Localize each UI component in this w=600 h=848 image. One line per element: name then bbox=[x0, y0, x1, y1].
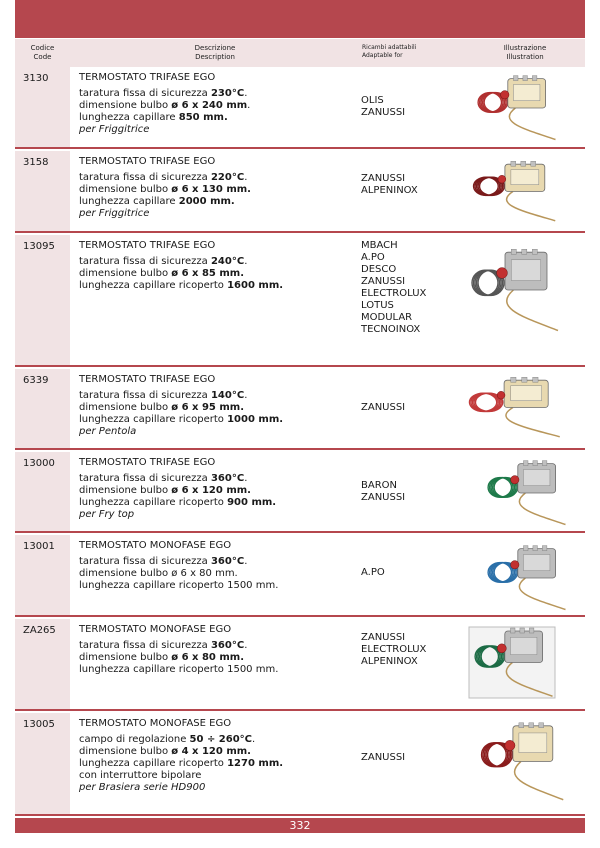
spec-value: 1600 mm. bbox=[227, 280, 284, 291]
thermostat-image bbox=[460, 375, 565, 440]
product-description bbox=[79, 72, 364, 136]
spec-line: dimensione bulbo ø 6 x 80 mm. bbox=[79, 568, 238, 579]
product-usage: per Friggitrice bbox=[79, 124, 150, 135]
product-code: 3158 bbox=[23, 157, 49, 168]
adaptable-brands bbox=[361, 632, 471, 668]
spec-line: dimensione bulbo ø 6 x 95 mm. bbox=[79, 402, 245, 413]
brand-item: BARON bbox=[361, 480, 398, 491]
product-usage: per Pentola bbox=[79, 426, 137, 437]
thermostat-image bbox=[465, 159, 560, 224]
brand-item: OLIS bbox=[361, 95, 384, 106]
spec-value: 240°C bbox=[210, 256, 245, 267]
thermostat-image bbox=[480, 543, 570, 613]
adaptable-brands bbox=[361, 402, 471, 414]
page-number: 332 bbox=[15, 818, 585, 833]
adaptable-brands bbox=[361, 95, 471, 119]
brand-item: MBACH bbox=[361, 240, 398, 251]
spec-value: 220°C bbox=[210, 172, 245, 183]
spec-line: taratura fissa di sicurezza 240°C. bbox=[79, 256, 248, 267]
spec-value: 360°C bbox=[210, 556, 245, 567]
spec-line: lunghezza capillare ricoperto 1000 mm. bbox=[79, 414, 284, 425]
brand-item: ZANUSSI bbox=[361, 402, 406, 413]
thermostat-image bbox=[473, 719, 568, 804]
thermostat-image bbox=[470, 73, 560, 143]
spec-line: lunghezza capillare ricoperto 1500 mm. bbox=[79, 580, 279, 591]
product-description bbox=[79, 540, 364, 592]
table-row bbox=[15, 713, 585, 816]
product-title: TERMOSTATO MONOFASE EGO bbox=[79, 624, 232, 635]
product-description bbox=[79, 240, 364, 292]
product-title: TERMOSTATO MONOFASE EGO bbox=[79, 540, 232, 551]
product-code: 13001 bbox=[23, 541, 55, 552]
spec-value: 230°C bbox=[210, 88, 245, 99]
code-cell bbox=[15, 67, 70, 147]
spec-value: ø 6 x 130 mm. bbox=[171, 184, 251, 195]
spec-line: lunghezza capillare ricoperto 1270 mm. bbox=[79, 758, 284, 769]
header-code: Codice Code bbox=[30, 44, 55, 61]
spec-line: lunghezza capillare ricoperto 1600 mm. bbox=[79, 280, 284, 291]
spec-line: lunghezza capillare ricoperto 1500 mm. bbox=[79, 664, 279, 675]
spec-line: campo di regolazione 50 ÷ 260°C. bbox=[79, 734, 256, 745]
spec-value: 140°C bbox=[210, 390, 245, 401]
adaptable-brands bbox=[361, 752, 471, 764]
product-description bbox=[79, 718, 364, 794]
product-title: TERMOSTATO TRIFASE EGO bbox=[79, 457, 216, 468]
brand-item: LOTUS bbox=[361, 300, 394, 311]
spec-line: taratura fissa di sicurezza 140°C. bbox=[79, 390, 248, 401]
table-row bbox=[15, 235, 585, 367]
spec-line: lunghezza capillare 850 mm. bbox=[79, 112, 228, 123]
spec-line: dimensione bulbo ø 6 x 120 mm. bbox=[79, 485, 251, 496]
brand-item: A.PO bbox=[361, 252, 385, 263]
spec-line: lunghezza capillare 2000 mm. bbox=[79, 196, 235, 207]
spec-value: ø 6 x 240 mm bbox=[171, 100, 248, 111]
product-description bbox=[79, 374, 364, 438]
brand-item: ZANUSSI bbox=[361, 173, 406, 184]
thermostat-image bbox=[480, 458, 570, 528]
spec-line: dimensione bulbo ø 6 x 85 mm. bbox=[79, 268, 245, 279]
product-title: TERMOSTATO TRIFASE EGO bbox=[79, 374, 216, 385]
table-row bbox=[15, 619, 585, 711]
table-row bbox=[15, 535, 585, 617]
brand-item: A.PO bbox=[361, 567, 385, 578]
spec-value: 1270 mm. bbox=[227, 758, 284, 769]
product-code: 3130 bbox=[23, 73, 49, 84]
code-cell bbox=[15, 713, 70, 814]
spec-line: con interruttore bipolare bbox=[79, 770, 202, 781]
product-title: TERMOSTATO TRIFASE EGO bbox=[79, 72, 216, 83]
spec-line: taratura fissa di sicurezza 230°C. bbox=[79, 88, 248, 99]
product-code: 13005 bbox=[23, 719, 55, 730]
product-usage: per Brasiera serie HD900 bbox=[79, 782, 206, 793]
brand-item: ALPENINOX bbox=[361, 656, 418, 667]
spec-line: dimensione bulbo ø 6 x 130 mm. bbox=[79, 184, 251, 195]
brand-item: ZANUSSI bbox=[361, 492, 406, 503]
brand-item: DESCO bbox=[361, 264, 397, 275]
spec-value: ø 6 x 95 mm. bbox=[171, 402, 245, 413]
spec-value: 900 mm. bbox=[227, 497, 277, 508]
spec-line: dimensione bulbo ø 6 x 80 mm. bbox=[79, 652, 245, 663]
spec-value: ø 6 x 85 mm. bbox=[171, 268, 245, 279]
spec-line: taratura fissa di sicurezza 360°C. bbox=[79, 640, 248, 651]
spec-value: 2000 mm. bbox=[178, 196, 235, 207]
table-row bbox=[15, 151, 585, 233]
table-row bbox=[15, 67, 585, 149]
thermostat-image bbox=[467, 625, 557, 700]
table-row bbox=[15, 369, 585, 450]
code-cell bbox=[15, 151, 70, 231]
code-cell bbox=[15, 452, 70, 531]
adaptable-brands bbox=[361, 567, 471, 579]
brand-item: ELECTROLUX bbox=[361, 288, 427, 299]
spec-line: taratura fissa di sicurezza 220°C. bbox=[79, 172, 248, 183]
brand-item: ZANUSSI bbox=[361, 752, 406, 763]
product-description bbox=[79, 624, 364, 676]
spec-line: taratura fissa di sicurezza 360°C. bbox=[79, 473, 248, 484]
adaptable-brands bbox=[361, 173, 471, 197]
spec-value: ø 6 x 80 mm. bbox=[171, 652, 245, 663]
adaptable-brands bbox=[361, 240, 471, 336]
spec-value: ø 6 x 120 mm. bbox=[171, 485, 251, 496]
brand-item: MODULAR bbox=[361, 312, 413, 323]
adaptable-brands bbox=[361, 480, 471, 504]
brand-item: ZANUSSI bbox=[361, 632, 406, 643]
product-code: 13095 bbox=[23, 241, 55, 252]
spec-value: ø 4 x 120 mm. bbox=[171, 746, 251, 757]
product-description bbox=[79, 156, 364, 220]
brand-item: ALPENINOX bbox=[361, 185, 418, 196]
product-usage: per Fry top bbox=[79, 509, 135, 520]
product-code: 13000 bbox=[23, 458, 55, 469]
spec-line: dimensione bulbo ø 6 x 240 mm. bbox=[79, 100, 251, 111]
spec-value: 360°C bbox=[210, 473, 245, 484]
table-row bbox=[15, 452, 585, 533]
product-title: TERMOSTATO MONOFASE EGO bbox=[79, 718, 232, 729]
brand-item: ZANUSSI bbox=[361, 276, 406, 287]
brand-item: ZANUSSI bbox=[361, 107, 406, 118]
spec-value: 360°C bbox=[210, 640, 245, 651]
spec-line: taratura fissa di sicurezza 360°C. bbox=[79, 556, 248, 567]
top-banner bbox=[15, 0, 585, 38]
product-description bbox=[79, 457, 364, 521]
code-cell bbox=[15, 235, 70, 365]
spec-line: lunghezza capillare ricoperto 900 mm. bbox=[79, 497, 277, 508]
brand-item: ELECTROLUX bbox=[361, 644, 427, 655]
header-illustration: Illustrazione Illustration bbox=[503, 44, 547, 61]
code-cell bbox=[15, 535, 70, 615]
product-code: ZA265 bbox=[23, 625, 56, 636]
product-usage: per Friggitrice bbox=[79, 208, 150, 219]
code-cell bbox=[15, 369, 70, 448]
table-header bbox=[15, 38, 585, 67]
spec-value: 1000 mm. bbox=[227, 414, 284, 425]
header-description: Descrizione Description bbox=[194, 44, 236, 61]
header-replacement: Ricambi adattabili Adaptable for bbox=[362, 44, 417, 59]
thermostat-image bbox=[463, 245, 563, 335]
spec-value: 850 mm. bbox=[178, 112, 228, 123]
product-title: TERMOSTATO TRIFASE EGO bbox=[79, 240, 216, 251]
code-cell bbox=[15, 619, 70, 709]
brand-item: TECNOINOX bbox=[361, 324, 421, 335]
spec-line: dimensione bulbo ø 4 x 120 mm. bbox=[79, 746, 251, 757]
spec-value: 50 ÷ 260°C bbox=[189, 734, 253, 745]
product-code: 6339 bbox=[23, 375, 49, 386]
product-title: TERMOSTATO TRIFASE EGO bbox=[79, 156, 216, 167]
